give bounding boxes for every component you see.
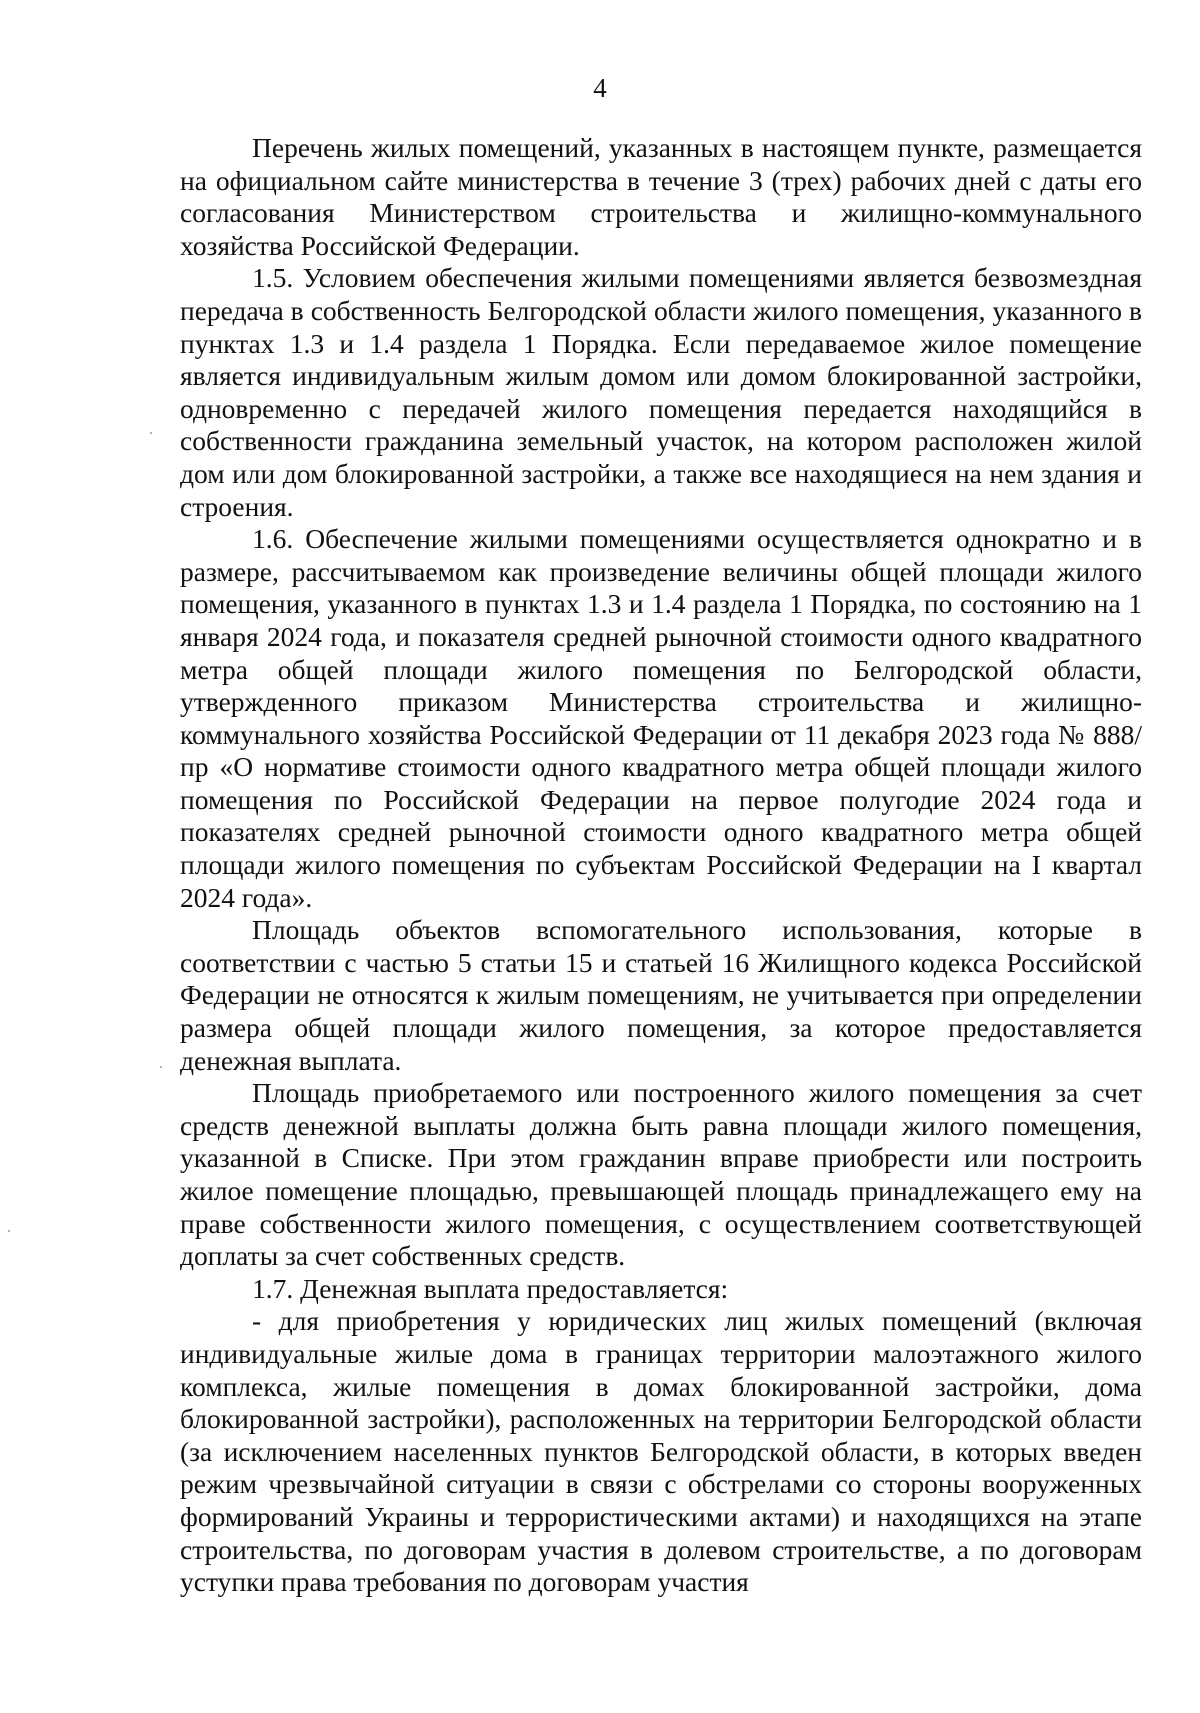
paragraph-1-6: 1.6. Обеспечение жилыми помещениями осуществляется однократно и в размере, рассчитываемом как произведение величины общей площади жилого помещения, указанного в пунктах 1.3 и 1.4 раздела 1 Порядка, по состоянию на 1 января 2024 года, и показателя средней рыночной стоимости одного квадратного метра общей площади жилого помещения по Белгородской области, утвержденного приказом Министерства строительства и жилищно-коммунального хозяйства Российской Федерации от 11 декабря 2023 года № 888/пр «О нормативе стоимости одного квадратного метра общей площади жилого помещения по Российской Федерации на первое полугодие 2024 года и показателях средней рыночной стоимости одного квадратного метра общей площади жилого помещения по субъектам Российской Федерации на I квартал 2024 года». (180, 523, 1142, 913)
paragraph-1-7: 1.7. Денежная выплата предоставляется: (252, 1272, 729, 1304)
scan-speck (8, 1230, 10, 1232)
paragraph-list-item: - для приобретения у юридических лиц жилых помещений (включая индивидуальные жилые дома в границах территории малоэтажного жилого комплекса, жилые помещения в домах блокированной застройки, дома блокированной застройки), расположенных на территории Белгородской области (за исключением населенных пунктов Белгородской области, в которых введен режим чрезвычайной ситуации в связи с обстрелами со стороны вооруженных формирований Украины и террористическими актами) и находящихся на этапе строительства, по договорам участия в долевом строительстве, а по договорам уступки права требования по договорам участия (180, 1305, 1142, 1598)
document-body (180, 132, 1142, 1599)
paragraph-purchased-area: Площадь приобретаемого или построенного жилого помещения за счет средств денежной выплаты должна быть равна площади жилого помещения, указанной в Списке. При этом гражданин вправе приобрести или построить жилое помещение площадью, превышающей площадь принадлежащего ему на праве собственности жилого помещения, с осуществлением соответствующей доплаты за счет собственных средств. (180, 1077, 1142, 1272)
page-number: 4 (593, 73, 607, 103)
scan-speck (150, 432, 152, 434)
paragraph-housing-list: Перечень жилых помещений, указанных в настоящем пункте, размещается на официальном сайте министерства в течение 3 (трех) рабочих дней с даты его согласования Министерством строительства и жилищно-коммунального хозяйства Российской Федерации. (180, 132, 1142, 261)
scan-speck (160, 1066, 162, 1068)
paragraph-auxiliary-area: Площадь объектов вспомогательного использования, которые в соответствии с частью 5 статьи 15 и статьей 16 Жилищного кодекса Российской Федерации не относятся к жилым помещениям, не учитывается при определении размера общей площади жилого помещения, за которое предоставляется денежная выплата. (180, 914, 1142, 1076)
paragraph-1-5: 1.5. Условием обеспечения жилыми помещениями является безвозмездная передача в собственность Белгородской области жилого помещения, указанного в пунктах 1.3 и 1.4 раздела 1 Порядка. Если передаваемое жилое помещение является индивидуальным жилым домом или домом блокированной застройки, одновременно с передачей жилого помещения передается находящийся в собственности гражданина земельный участок, на котором расположен жилой дом или дом блокированной застройки, а также все находящиеся на нем здания и строения. (180, 262, 1142, 522)
